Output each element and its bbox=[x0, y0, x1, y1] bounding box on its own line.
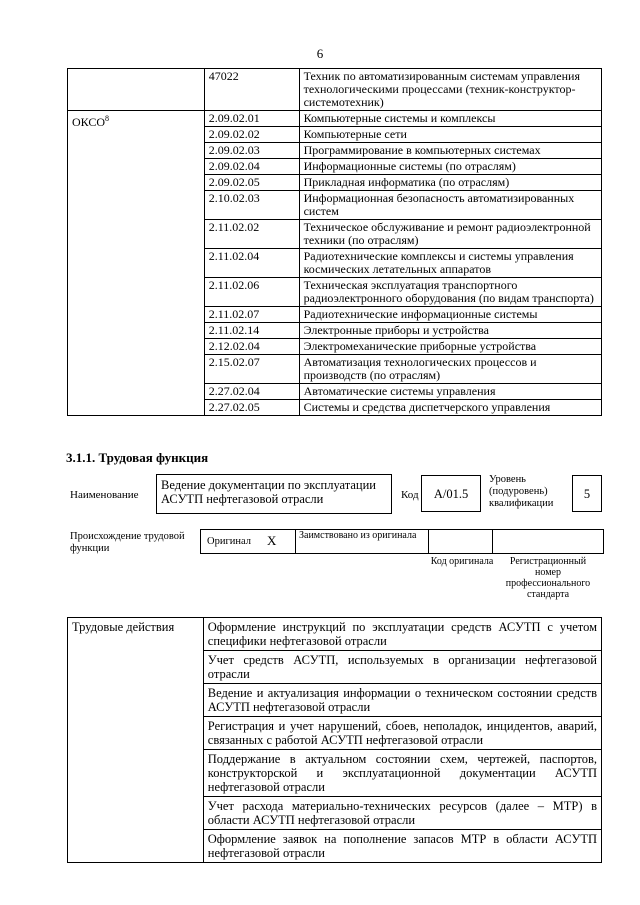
action-item: Ведение и актуализация информации о техническом состоянии средств АСУТП нефтегазовой отрасли bbox=[203, 684, 601, 717]
action-item: Оформление заявок на пополнение запасов МТР в области АСУТП нефтегазовой отрасли bbox=[203, 830, 601, 863]
level-label: Уровень (подуровень) квалификации bbox=[489, 474, 554, 509]
code-cell: 2.11.02.04 bbox=[204, 249, 299, 278]
action-item: Регистрация и учет нарушений, сбоев, неполадок, инцидентов, аварий, связанных с работой АСУТП нефтегазовой отрасли bbox=[203, 717, 601, 750]
name-cell: Информационные системы (по отраслям) bbox=[299, 159, 601, 175]
code-cell: 2.10.02.03 bbox=[204, 191, 299, 220]
code-cell: 2.11.02.06 bbox=[204, 278, 299, 307]
table-row bbox=[68, 618, 602, 651]
action-item: Учет расхода материально-технических ресурсов (далее – МТР) в области АСУТП нефтегазовой отрасли bbox=[203, 797, 601, 830]
name-cell: Электромеханические приборные устройства bbox=[299, 339, 601, 355]
reg-number-cell bbox=[492, 530, 603, 553]
origin-table bbox=[200, 529, 604, 554]
actions-header: Трудовые действия bbox=[68, 618, 204, 863]
original-mark: X bbox=[267, 533, 277, 548]
code-label: Код bbox=[401, 489, 419, 501]
reg-number-label: Регистрационный номер профессионального стандарта bbox=[505, 556, 591, 600]
actions-table bbox=[67, 617, 602, 863]
code-cell: 2.09.02.02 bbox=[204, 127, 299, 143]
code-value-box: A/01.5 bbox=[421, 475, 481, 512]
code-cell: 2.09.02.05 bbox=[204, 175, 299, 191]
name-cell: Техническое обслуживание и ремонт радиоэлектронной техники (по отраслям) bbox=[299, 220, 601, 249]
code-cell: 2.11.02.07 bbox=[204, 307, 299, 323]
name-cell: Автоматизация технологических процессов и производств (по отраслям) bbox=[299, 355, 601, 384]
code-cell: 47022 bbox=[204, 69, 299, 111]
name-cell: Прикладная информатика (по отраслям) bbox=[299, 175, 601, 191]
name-cell: Автоматические системы управления bbox=[299, 384, 601, 400]
borrowed-cell bbox=[295, 530, 429, 553]
code-cell: 2.11.02.02 bbox=[204, 220, 299, 249]
code-original-label: Код оригинала bbox=[430, 556, 494, 567]
name-cell: Электронные приборы и устройства bbox=[299, 323, 601, 339]
action-item: Оформление инструкций по эксплуатации средств АСУТП с учетом специфики нефтегазовой отрасли bbox=[203, 618, 601, 651]
level-value-box: 5 bbox=[572, 475, 602, 512]
name-cell: Радиотехнические информационные системы bbox=[299, 307, 601, 323]
name-cell: Радиотехнические комплексы и системы управления космических летательных аппаратов bbox=[299, 249, 601, 278]
code-cell: 2.12.02.04 bbox=[204, 339, 299, 355]
name-cell: Системы и средства диспетчерского управления bbox=[299, 400, 601, 416]
name-cell: Техническая эксплуатация транспортного радиоэлектронного оборудования (по видам транспорта) bbox=[299, 278, 601, 307]
borrowed-label: Заимствовано из оригинала bbox=[299, 530, 417, 541]
page-number: 6 bbox=[316, 46, 324, 61]
code-cell: 2.27.02.04 bbox=[204, 384, 299, 400]
code-original-cell bbox=[428, 530, 493, 553]
code-cell: 2.09.02.04 bbox=[204, 159, 299, 175]
code-cell: 2.09.02.01 bbox=[204, 111, 299, 127]
name-cell: Компьютерные системы и комплексы bbox=[299, 111, 601, 127]
table-row bbox=[68, 111, 602, 127]
action-item: Поддержание в актуальном состоянии схем, чертежей, паспортов, конструкторской и эксплуатационной документации АСУТП нефтегазовой отрасли bbox=[203, 750, 601, 797]
table-row bbox=[68, 69, 602, 111]
okso-table bbox=[67, 68, 602, 416]
name-cell: Компьютерные сети bbox=[299, 127, 601, 143]
origin-label: Происхождение трудовой функции bbox=[70, 531, 185, 554]
code-cell: 2.09.02.03 bbox=[204, 143, 299, 159]
section-heading: 3.1.1. Трудовая функция bbox=[66, 450, 209, 465]
name-cell: Информационная безопасность автоматизированных систем bbox=[299, 191, 601, 220]
code-cell: 2.15.02.07 bbox=[204, 355, 299, 384]
name-cell: Программирование в компьютерных системах bbox=[299, 143, 601, 159]
okso-group-label: ОКСО$^8$ bbox=[68, 111, 205, 416]
code-cell: 2.27.02.05 bbox=[204, 400, 299, 416]
action-item: Учет средств АСУТП, используемых в организации нефтегазовой отрасли bbox=[203, 651, 601, 684]
original-label: Оригинал bbox=[207, 536, 251, 547]
empty-cell bbox=[68, 69, 205, 111]
function-name-box: Ведение документации по эксплуатации АСУТП нефтегазовой отрасли bbox=[156, 474, 392, 514]
name-label: Наименование bbox=[70, 489, 139, 501]
name-cell: Техник по автоматизированным системам управления технологическими процессами (техник-конструктор-системотехник) bbox=[299, 69, 601, 111]
code-cell: 2.11.02.14 bbox=[204, 323, 299, 339]
original-cell bbox=[201, 530, 296, 553]
